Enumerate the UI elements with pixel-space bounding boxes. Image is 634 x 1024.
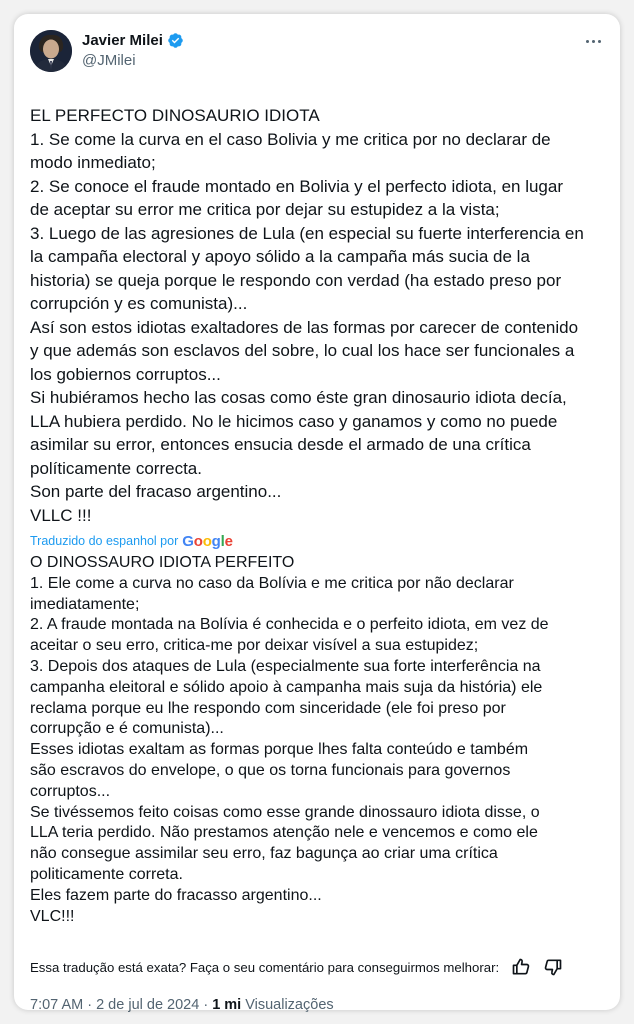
translation-line: LLA teria perdido. Não prestamos atenção nele e vencemos e como ele xyxy=(30,824,538,842)
tweet-card xyxy=(14,14,620,1014)
google-logo: Google xyxy=(182,532,233,550)
tweet-text-line: 3. Luego de las agresiones de Lula (en especial su fuerte interferencia en xyxy=(30,223,584,243)
translation-line: imediatamente; xyxy=(30,595,140,613)
translation-line: não consegue assimilar seu erro, faz bagunça ao criar uma crítica xyxy=(30,845,498,863)
translation-line: Esses idiotas exaltam as formas porque lhes falta conteúdo e também xyxy=(30,741,529,759)
meta-separator: · xyxy=(83,997,97,1014)
meta-separator: · xyxy=(199,997,213,1014)
tweet-text-line: de aceptar su error me critica por dejar su estupidez a la vista; xyxy=(30,200,500,219)
translated-by[interactable] xyxy=(30,531,604,551)
translation-line: 3. Depois dos ataques de Lula (especialmente sua forte interferência na xyxy=(30,657,541,675)
thumbs-down-icon[interactable] xyxy=(543,957,563,977)
tweet-text-line: LLA hubiera perdido. No le hicimos caso y ganamos y como no puede xyxy=(30,411,558,431)
tweet-text-line: asimilar su error, entonces ensucia desde el armado de una crítica xyxy=(30,435,531,454)
translation-line: campanha eleitoral e sólido apoio à campanha mais suja da história) ele xyxy=(30,678,543,696)
tweet-text-line: Si hubiéramos hecho las cosas como éste gran dinosaurio idiota decía, xyxy=(30,388,567,407)
translation-line: Eles fazem parte do fracasso argentino... xyxy=(30,886,322,904)
tweet-meta xyxy=(30,997,604,1013)
tweet-text-line: la campaña electoral y apoyo sólido a la campaña más sucia de la xyxy=(30,247,530,266)
translation-line: politicamente correta. xyxy=(30,865,183,883)
translation-line: Se tivéssemos feito coisas como esse grande dinossauro idiota disse, o xyxy=(30,803,540,821)
translation-text xyxy=(30,553,604,927)
translation-line: 2. A fraude montada na Bolívia é conhecida e o perfeito idiota, em vez de xyxy=(30,616,549,634)
translation-line: corrupção e é comunista)... xyxy=(30,720,224,738)
display-name[interactable]: Javier Milei xyxy=(82,32,163,49)
tweet-text-line: corrupción y es comunista)... xyxy=(30,294,248,313)
verified-badge-icon xyxy=(167,32,184,49)
views-count: 1 mi xyxy=(212,997,242,1014)
thumbs-up-icon[interactable] xyxy=(511,957,531,977)
translation-line: reclama porque eu lhe respondo com sinceridade (ele foi preso por xyxy=(30,699,506,717)
tweet-text xyxy=(30,104,604,527)
tweet-text-line: Así son estos idiotas exaltadores de las formas por carecer de contenido xyxy=(30,317,579,337)
tweet-text-line: y que además son esclavos del sobre, lo cual los hace ser funcionales a xyxy=(30,341,575,360)
tweet-header xyxy=(30,28,604,82)
tweet-text-line: Son parte del fracaso argentino... xyxy=(30,482,282,501)
tweet-time[interactable]: 7:07 AM xyxy=(30,997,84,1014)
tweet-text-line: VLLC !!! xyxy=(30,505,92,525)
handle[interactable]: @JMilei xyxy=(82,52,136,69)
translation-line: corruptos... xyxy=(30,782,111,800)
tweet-text-line: 2. Se conoce el fraude montado en Bolivia y el perfecto idiota, en lugar xyxy=(30,176,564,196)
translation-feedback xyxy=(30,955,604,979)
tweet-date[interactable]: 2 de jul de 2024 xyxy=(96,997,200,1014)
feedback-prompt: Essa tradução está exata? Faça o seu comentário para conseguirmos melhorar: xyxy=(30,959,500,975)
tweet-text-line: EL PERFECTO DINOSAURIO IDIOTA xyxy=(30,106,320,125)
translation-line: são escravos do envelope, o que os torna funcionais para governos xyxy=(30,761,511,779)
translation-line: VLC!!! xyxy=(30,907,75,925)
tweet-text-line: 1. Se come la curva en el caso Bolivia y me critica por no declarar de xyxy=(30,129,551,149)
translation-line: O DINOSSAURO IDIOTA PERFEITO xyxy=(30,554,295,571)
more-dots-icon[interactable] xyxy=(582,32,604,50)
tweet-text-line: modo inmediato; xyxy=(30,153,156,172)
views-label: Visualizações xyxy=(245,997,334,1014)
tweet-text-line: historia) se queja porque le respondo con verdad (ha estado preso por xyxy=(30,270,562,290)
name-row xyxy=(82,32,184,49)
tweet-text-line: políticamente correcta. xyxy=(30,458,202,478)
avatar-image xyxy=(30,30,72,72)
translation-line: 1. Ele come a curva no caso da Bolívia e me critica por não declarar xyxy=(30,574,514,592)
translated-by-label: Traduzido do espanhol por xyxy=(30,534,179,548)
tweet-text-line: los gobiernos corruptos... xyxy=(30,364,221,384)
avatar[interactable] xyxy=(30,30,72,72)
translation-line: aceitar o seu erro, critica-me por deixar visível a sua estupidez; xyxy=(30,637,479,655)
